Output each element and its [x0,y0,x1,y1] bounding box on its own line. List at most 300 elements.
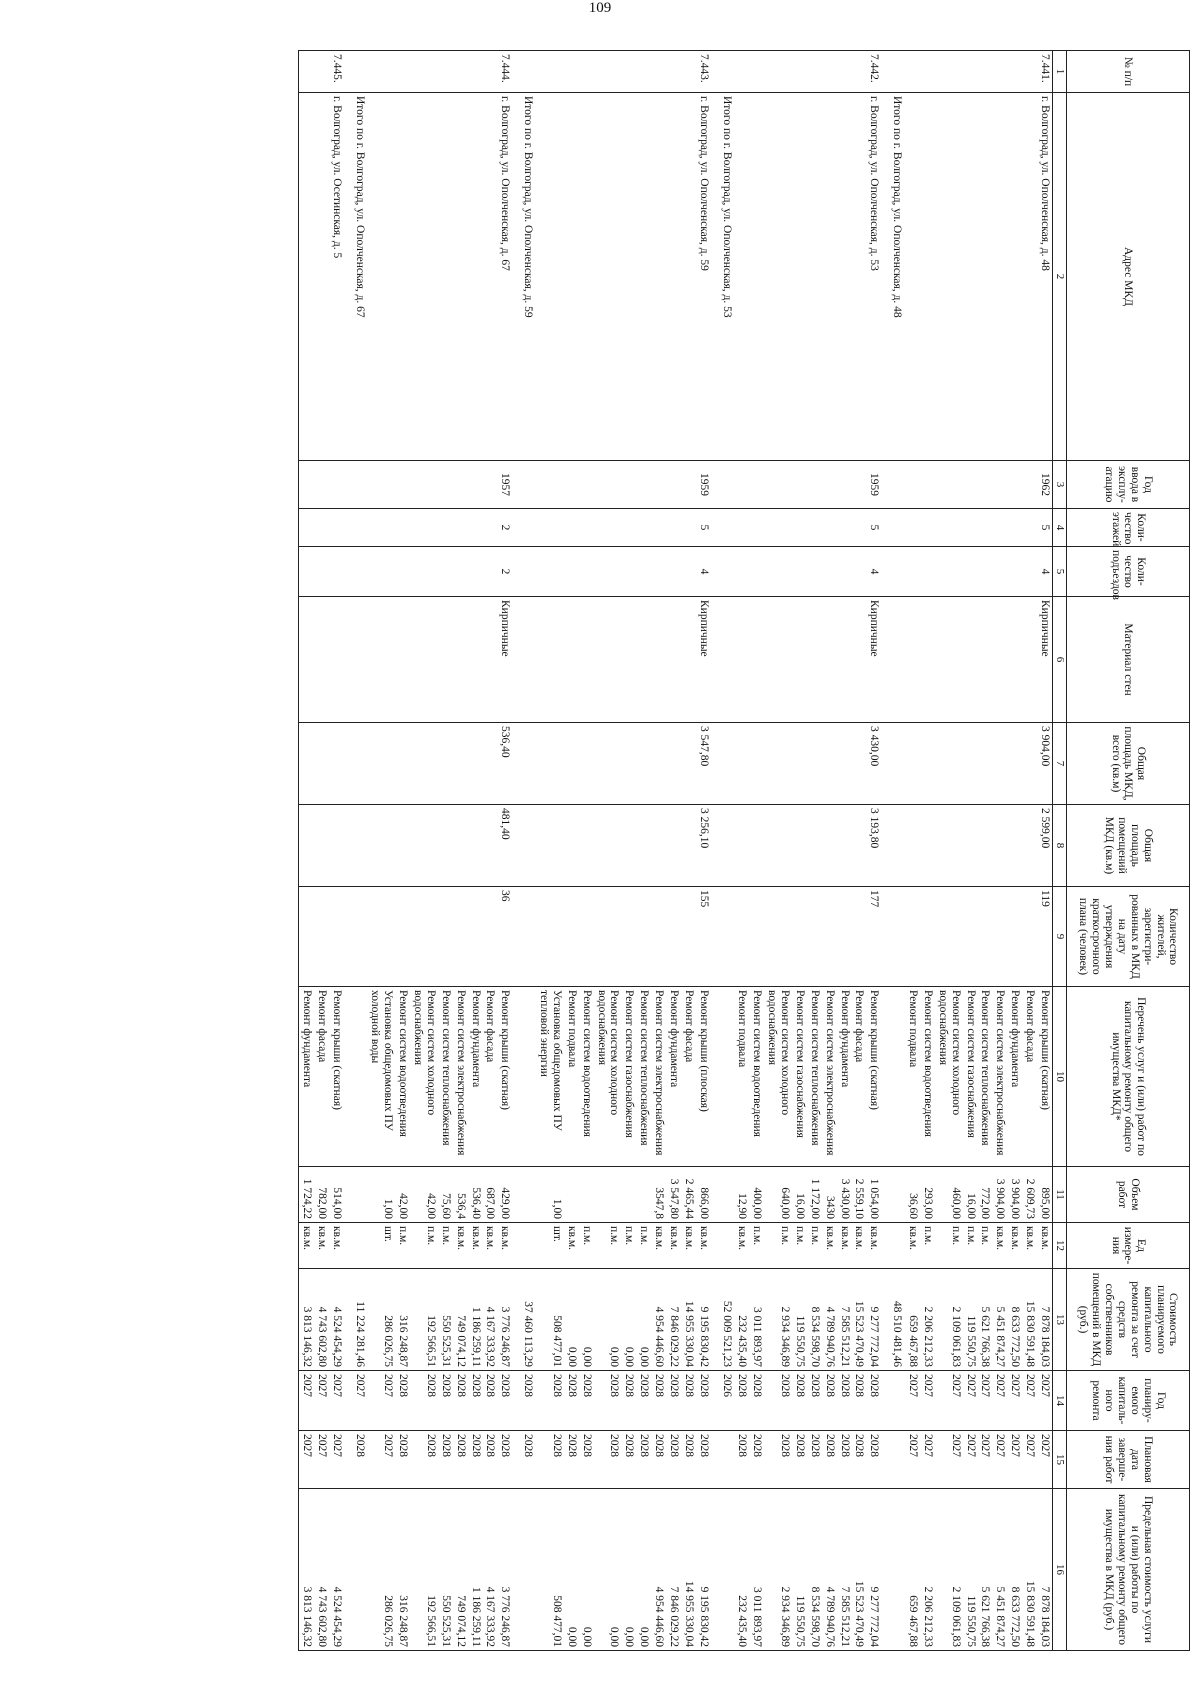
work-end: 2028 [622,1431,637,1489]
work-limit: 7 878 184,03 [1037,1489,1052,1651]
empty-cell [520,509,536,547]
house-residents [978,887,993,987]
column-header: Коли-чество подъездов [1067,547,1190,597]
house-area-total [329,723,344,805]
work-end: 2028 [438,1431,453,1489]
work-unit: п.м. [978,1223,993,1269]
empty-cell [881,1167,889,1223]
house-residents [636,887,651,987]
house-walls [837,597,852,723]
house-address [935,93,963,461]
house-floors [368,509,396,547]
house-area-total [314,723,329,805]
house-year [750,461,765,509]
house-area-total [368,723,396,805]
house-entrances [536,547,564,597]
house-floors [681,509,696,547]
house-address [651,93,666,461]
work-vol: 293,00 [920,1167,935,1223]
group-gap [512,51,520,1651]
work-unit: кв.м. [498,1223,513,1269]
house-floors [852,509,867,547]
empty-cell [881,805,889,887]
house-residents [792,887,807,987]
work-year: 2028 [579,1371,594,1431]
house-entrances [579,547,594,597]
house-address [579,93,594,461]
house-year [681,461,696,509]
work-end: 2028 [468,1431,483,1489]
work-end: 2027 [368,1431,396,1489]
total-end: 2028 [520,1431,536,1489]
work-year: 2027 [963,1371,978,1431]
house-floors [750,509,765,547]
house-area-rooms [410,805,438,887]
work-unit: п.м. [579,1223,594,1269]
work-year: 2028 [651,1371,666,1431]
work-unit: п.м. [764,1223,792,1269]
column-number: 14 [1053,1371,1067,1431]
empty-cell [889,1167,905,1223]
house-address: г. Волгоград, ул. Ополченская, д. 59 [696,93,711,461]
group-gap [711,51,719,1651]
work-vol: 2 559,10 [852,1167,867,1223]
house-residents [666,887,681,987]
column-number: 5 [1053,547,1067,597]
column-number: 9 [1053,887,1067,987]
work-year: 2028 [536,1371,564,1431]
work-year: 2028 [498,1371,513,1431]
work-limit: 119 550,75 [792,1489,807,1651]
work-end: 2028 [579,1431,594,1489]
total-label: Итого по г. Волгоград, ул. Ополченская, д. 67 [352,93,368,461]
house-walls [1007,597,1022,723]
work-work: Ремонт крыши (скатная) [329,987,344,1167]
work-work: Ремонт фасада [483,987,498,1167]
house-area-rooms [438,805,453,887]
empty-cell [889,805,905,887]
work-year: 2027 [978,1371,993,1431]
house-entrances [314,547,329,597]
house-residents [536,887,564,987]
house-residents [329,887,344,987]
house-area-total: 3 547,80 [696,723,711,805]
house-entrances: 2 [498,547,513,597]
house-floors [622,509,637,547]
work-end: 2028 [792,1431,807,1489]
house-no: 7.441. [1037,51,1052,93]
work-limit: 4 789 940,76 [822,1489,837,1651]
table-row [329,51,344,1651]
work-limit: 192 566,51 [410,1489,438,1651]
house-floors [935,509,963,547]
work-year: 2028 [410,1371,438,1431]
house-area-total [735,723,750,805]
work-vol: 16,00 [792,1167,807,1223]
empty-cell [719,547,735,597]
empty-cell [344,509,352,547]
empty-cell [344,1167,352,1223]
work-unit: кв.м. [1007,1223,1022,1269]
house-entrances [1022,547,1037,597]
empty-cell [711,461,719,509]
house-floors [299,509,314,547]
work-end: 2028 [498,1431,513,1489]
house-no [735,51,750,93]
house-area-total: 536,40 [498,723,513,805]
empty-cell [719,597,735,723]
table-row [905,51,920,1651]
house-area-total [978,723,993,805]
work-end: 2027 [299,1431,314,1489]
house-no [852,51,867,93]
work-year: 2028 [852,1371,867,1431]
work-year: 2028 [594,1371,622,1431]
column-number: 8 [1053,805,1067,887]
house-entrances [963,547,978,597]
work-limit: 15 830 591,48 [1022,1489,1037,1651]
empty-cell [881,987,889,1167]
house-walls [852,597,867,723]
house-no [822,51,837,93]
empty-cell [719,1223,735,1269]
house-no [681,51,696,93]
work-cost: 14 955 330,04 [681,1269,696,1371]
work-unit: п.м. [395,1223,410,1269]
house-area-total [750,723,765,805]
work-limit: 8 633 772,50 [1007,1489,1022,1651]
house-floors [453,509,468,547]
house-year: 1957 [498,461,513,509]
total-year: 2027 [352,1371,368,1431]
house-year [920,461,935,509]
work-limit: 508 477,01 [536,1489,564,1651]
empty-cell [881,1431,889,1489]
empty-cell [711,547,719,597]
work-work: Ремонт крыши (плоская) [696,987,711,1167]
empty-cell [719,805,735,887]
house-walls [594,597,622,723]
work-unit: кв.м. [681,1223,696,1269]
house-area-total [483,723,498,805]
work-year: 2028 [483,1371,498,1431]
house-area-total [395,723,410,805]
house-walls [564,597,579,723]
empty-cell [881,93,889,461]
house-address [453,93,468,461]
house-area-total [792,723,807,805]
work-unit: кв.м. [735,1223,750,1269]
work-limit: 0,00 [564,1489,579,1651]
house-residents: 177 [867,887,882,987]
work-work: Ремонт систем водоотведения [750,987,765,1167]
work-vol: 772,00 [978,1167,993,1223]
house-walls [536,597,564,723]
work-vol: 400,00 [750,1167,765,1223]
house-entrances [681,547,696,597]
work-vol: 3 430,00 [837,1167,852,1223]
house-address [764,93,792,461]
house-walls [935,597,963,723]
house-area-total [666,723,681,805]
table-row [579,51,594,1651]
house-address [314,93,329,461]
house-floors [1007,509,1022,547]
work-cost: 9 277 772,04 [867,1269,882,1371]
work-vol [594,1167,622,1223]
work-cost: 119 550,75 [963,1269,978,1371]
column-number: 16 [1053,1489,1067,1651]
work-end: 2028 [867,1431,882,1489]
work-cost: 192 566,51 [410,1269,438,1371]
house-entrances [935,547,963,597]
house-year [735,461,750,509]
empty-cell [889,1489,905,1651]
work-end: 2027 [935,1431,963,1489]
table-row [750,51,765,1651]
column-number: 13 [1053,1269,1067,1371]
empty-cell [520,805,536,887]
house-area-rooms [453,805,468,887]
work-limit: 749 074,12 [453,1489,468,1651]
house-entrances [468,547,483,597]
house-residents [963,887,978,987]
house-entrances [438,547,453,597]
empty-cell [889,547,905,597]
house-floors [329,509,344,547]
house-floors [963,509,978,547]
table-row [498,51,513,1651]
work-vol: 1,00 [368,1167,396,1223]
work-vol: 42,00 [410,1167,438,1223]
house-floors [594,509,622,547]
house-no [453,51,468,93]
house-area-rooms [792,805,807,887]
house-no [750,51,765,93]
empty-cell [719,509,735,547]
empty-cell [352,461,368,509]
house-entrances [764,547,792,597]
work-unit: кв.м. [314,1223,329,1269]
empty-cell [711,93,719,461]
house-no [1022,51,1037,93]
house-entrances: 4 [696,547,711,597]
house-entrances [792,547,807,597]
house-walls [905,597,920,723]
work-work: Ремонт фасада [1022,987,1037,1167]
column-header: Общая площадь помещений МКД (кв.м) [1067,805,1190,887]
empty-cell [520,723,536,805]
house-floors [636,509,651,547]
work-cost: 8 633 772,50 [1007,1269,1022,1371]
house-residents [410,887,438,987]
empty-cell [520,1167,536,1223]
house-year [368,461,396,509]
house-entrances [920,547,935,597]
house-entrances: 4 [1037,547,1052,597]
work-unit: кв.м. [852,1223,867,1269]
house-area-rooms [963,805,978,887]
house-residents [852,887,867,987]
house-area-rooms [852,805,867,887]
work-limit: 5 451 874,27 [993,1489,1008,1651]
house-floors [735,509,750,547]
house-no [536,51,564,93]
house-area-total [807,723,822,805]
house-no [792,51,807,93]
column-number: 12 [1053,1223,1067,1269]
work-vol [636,1167,651,1223]
house-address [822,93,837,461]
total-row [719,51,735,1651]
house-no [410,51,438,93]
work-limit: 2 934 346,89 [764,1489,792,1651]
table-row [792,51,807,1651]
house-area-rooms [483,805,498,887]
work-unit: п.м. [410,1223,438,1269]
house-address [299,93,314,461]
work-vol [564,1167,579,1223]
work-unit: п.м. [636,1223,651,1269]
house-area-rooms [564,805,579,887]
house-address [483,93,498,461]
table-row [636,51,651,1651]
work-cost: 0,00 [636,1269,651,1371]
work-vol: 1,00 [536,1167,564,1223]
empty-cell [711,1269,719,1371]
house-year [579,461,594,509]
house-floors [905,509,920,547]
house-residents [651,887,666,987]
work-limit: 4 954 446,60 [651,1489,666,1651]
work-end: 2028 [735,1431,750,1489]
work-unit: кв.м. [468,1223,483,1269]
house-floors: 5 [867,509,882,547]
house-entrances [666,547,681,597]
work-vol [579,1167,594,1223]
house-residents [594,887,622,987]
work-vol: 2 609,73 [1022,1167,1037,1223]
house-address [395,93,410,461]
table-row [1007,51,1022,1651]
house-area-rooms [735,805,750,887]
work-limit: 4 167 333,92 [483,1489,498,1651]
house-entrances [651,547,666,597]
total-label: Итого по г. Волгоград, ул. Ополченская, д. 48 [889,93,905,461]
house-address [920,93,935,461]
house-year [594,461,622,509]
work-end: 2027 [905,1431,920,1489]
house-no [807,51,822,93]
work-limit: 1 186 259,11 [468,1489,483,1651]
house-year [978,461,993,509]
work-end: 2028 [837,1431,852,1489]
column-header: Адрес МКД [1067,93,1190,461]
house-address [594,93,622,461]
house-area-rooms [920,805,935,887]
work-cost: 0,00 [579,1269,594,1371]
work-work: Ремонт систем холодного водоснабжения [935,987,963,1167]
work-vol: 866,00 [696,1167,711,1223]
work-cost: 5 621 766,38 [978,1269,993,1371]
house-area-total [468,723,483,805]
house-area-total [681,723,696,805]
work-limit: 9 277 772,04 [867,1489,882,1651]
house-residents [920,887,935,987]
empty-cell [344,1431,352,1489]
work-limit: 0,00 [594,1489,622,1651]
total-cost: 37 460 113,29 [520,1269,536,1371]
total-row [520,51,536,1651]
house-residents [822,887,837,987]
empty-cell [344,547,352,597]
house-address [963,93,978,461]
empty-cell [520,1223,536,1269]
house-area-total [564,723,579,805]
house-area-total [1022,723,1037,805]
column-header: Год планиру-емого капиталь-ного ремонта [1067,1371,1190,1431]
table-row [622,51,637,1651]
house-entrances [329,547,344,597]
empty-cell [881,1371,889,1431]
work-cost: 4 789 940,76 [822,1269,837,1371]
work-end: 2028 [822,1431,837,1489]
column-number: 1 [1053,51,1067,93]
house-floors [536,509,564,547]
table-row [468,51,483,1651]
work-end: 2027 [1022,1431,1037,1489]
house-floors [314,509,329,547]
work-unit: кв.м. [993,1223,1008,1269]
house-area-total [453,723,468,805]
work-year: 2028 [735,1371,750,1431]
work-vol: 3430 [822,1167,837,1223]
work-year: 2028 [867,1371,882,1431]
work-vol: 514,00 [329,1167,344,1223]
empty-cell [889,1431,905,1489]
house-floors [822,509,837,547]
house-area-total [905,723,920,805]
table-row [651,51,666,1651]
house-area-total [636,723,651,805]
house-residents [750,887,765,987]
empty-cell [711,1431,719,1489]
house-residents: 155 [696,887,711,987]
table-row [837,51,852,1651]
work-unit: шт. [536,1223,564,1269]
total-cost: 11 224 281,46 [352,1269,368,1371]
house-residents [468,887,483,987]
table-row [564,51,579,1651]
house-no [764,51,792,93]
work-year: 2027 [1022,1371,1037,1431]
house-address [438,93,453,461]
work-year: 2028 [453,1371,468,1431]
house-walls [764,597,792,723]
work-vol: 16,00 [963,1167,978,1223]
empty-cell [881,1269,889,1371]
house-address: г. Волгоград, ул. Ополченская, д. 67 [498,93,513,461]
house-year [395,461,410,509]
column-header: Объем работ [1067,1167,1190,1223]
house-address [905,93,920,461]
work-cost: 286 026,75 [368,1269,396,1371]
house-area-total [594,723,622,805]
empty-cell [512,1269,520,1371]
house-no [438,51,453,93]
empty-cell [711,51,719,93]
work-unit: п.м. [963,1223,978,1269]
